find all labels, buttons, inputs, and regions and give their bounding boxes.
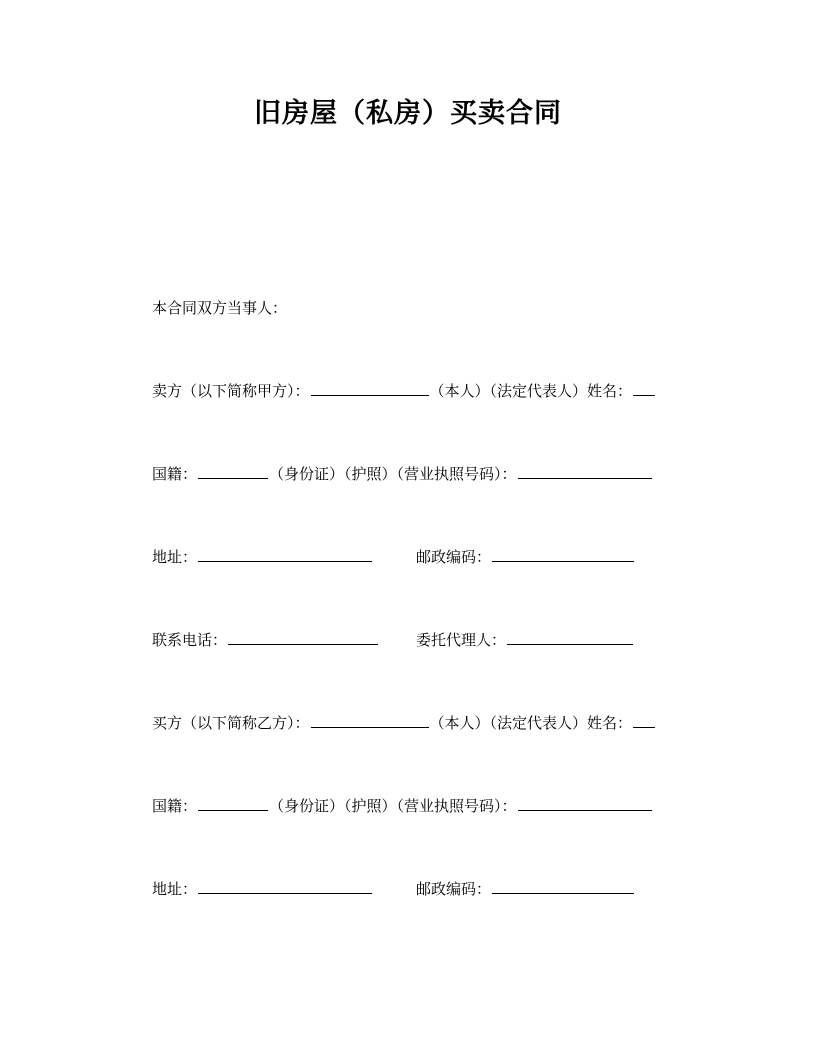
- buyer-address-label: 地址：: [152, 880, 198, 898]
- buyer-id-text: （身份证）（护照）（营业执照号码）：: [269, 797, 517, 815]
- seller-agent-line: [416, 630, 634, 650]
- seller-address-field[interactable]: [198, 547, 372, 562]
- buyer-line: [152, 713, 656, 733]
- seller-nationality-line: [152, 464, 653, 484]
- seller-id-field[interactable]: [518, 464, 652, 479]
- seller-nationality-field[interactable]: [198, 464, 268, 479]
- seller-agent-label: 委托代理人：: [416, 631, 507, 649]
- buyer-nationality-label: 国籍：: [152, 797, 198, 815]
- buyer-postal-field[interactable]: [492, 879, 634, 894]
- seller-phone-label: 联系电话：: [152, 631, 228, 649]
- seller-line: [152, 381, 656, 401]
- seller-postal-field[interactable]: [492, 547, 634, 562]
- seller-name-field[interactable]: [311, 381, 429, 396]
- buyer-role-text: （本人）（法定代表人）姓名：: [429, 714, 633, 732]
- seller-address-line: [152, 547, 373, 567]
- seller-postal-label: 邮政编码：: [416, 548, 492, 566]
- buyer-name-field[interactable]: [311, 713, 429, 728]
- buyer-postal-line: [416, 879, 635, 899]
- seller-phone-line: [152, 630, 379, 650]
- seller-role-text: （本人）（法定代表人）姓名：: [429, 382, 633, 400]
- buyer-representative-field[interactable]: [633, 713, 655, 728]
- seller-label: 卖方（以下简称甲方）：: [152, 382, 310, 400]
- seller-id-text: （身份证）（护照）（营业执照号码）：: [269, 465, 517, 483]
- seller-nationality-label: 国籍：: [152, 465, 198, 483]
- buyer-address-line: [152, 879, 373, 899]
- seller-postal-line: [416, 547, 635, 567]
- buyer-label: 买方（以下简称乙方）：: [152, 714, 310, 732]
- parties-intro: 本合同双方当事人：: [152, 299, 288, 317]
- buyer-postal-label: 邮政编码：: [416, 880, 492, 898]
- seller-phone-field[interactable]: [228, 630, 378, 645]
- buyer-nationality-field[interactable]: [198, 796, 268, 811]
- seller-representative-field[interactable]: [633, 381, 655, 396]
- buyer-nationality-line: [152, 796, 653, 816]
- seller-address-label: 地址：: [152, 548, 198, 566]
- document-title: 旧房屋（私房）买卖合同: [254, 98, 562, 129]
- buyer-address-field[interactable]: [198, 879, 372, 894]
- seller-agent-field[interactable]: [507, 630, 633, 645]
- buyer-id-field[interactable]: [518, 796, 652, 811]
